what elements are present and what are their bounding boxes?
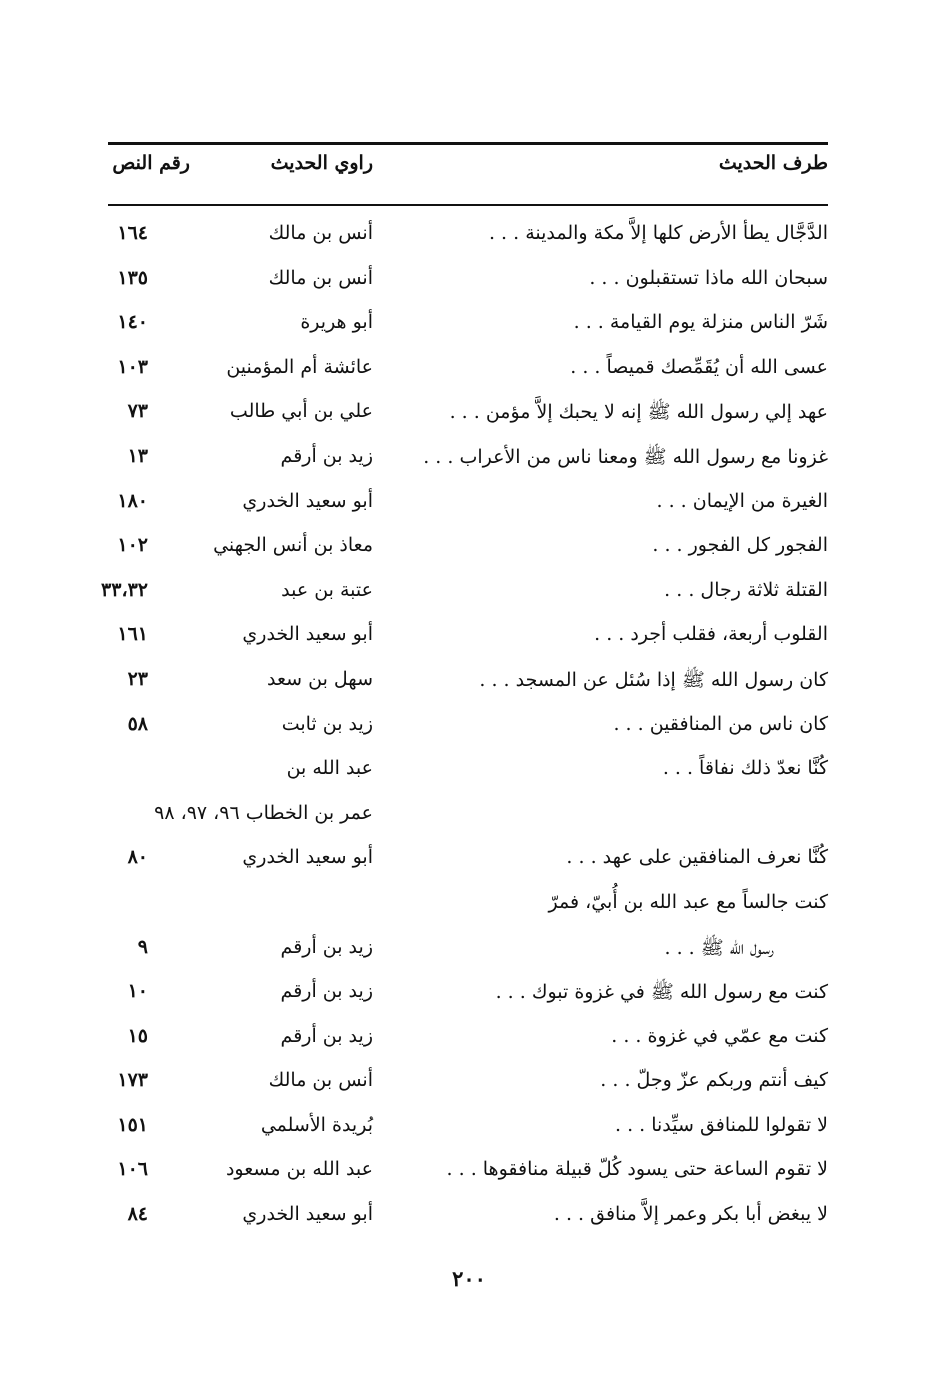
narrator-name: سهل بن سعد xyxy=(267,667,373,690)
text-number: ٥٨ xyxy=(127,712,148,735)
text-number: ١٤٠ xyxy=(117,311,148,334)
narrator-name: أبو سعيد الخدري xyxy=(242,489,373,512)
table-row xyxy=(108,1021,828,1066)
narrator-name: معاذ بن أنس الجهني xyxy=(213,534,373,557)
table-row xyxy=(108,798,828,843)
narrator-name: علي بن أبي طالب xyxy=(229,400,373,423)
text-number: ١٥ xyxy=(127,1024,148,1047)
table-row xyxy=(108,352,828,397)
table-row xyxy=(108,396,828,441)
hadith-text: كان ناس من المنافقين . . . xyxy=(613,712,828,735)
hadith-index-table xyxy=(101,218,828,1244)
narrator-name: أنس بن مالك xyxy=(268,266,373,289)
table-row xyxy=(108,1110,828,1155)
text-number: ٩ xyxy=(137,935,148,958)
text-number: ١٣٥ xyxy=(117,266,148,289)
hadith-text: القلوب أربعة، فقلب أجرد . . . xyxy=(594,623,828,646)
text-number: ١٦١ xyxy=(117,623,148,646)
text-number: ١٨٠ xyxy=(117,489,148,512)
hadith-text: لا يبغض أبا بكر وعمر إلاَّ منافق . . . xyxy=(553,1203,828,1226)
narrator-name: أنس بن مالك xyxy=(268,1069,373,1092)
text-number: ١٥١ xyxy=(117,1113,148,1136)
narrator-name: أبو سعيد الخدري xyxy=(242,1203,373,1226)
table-row xyxy=(108,619,828,664)
narrator-name: زيد بن أرقم xyxy=(280,444,373,467)
table-row xyxy=(108,486,828,531)
hadith-text: كُنَّا نعدّ ذلك نفاقاً . . . xyxy=(662,757,828,780)
table-row xyxy=(108,441,828,486)
table-row xyxy=(108,709,828,754)
narrator-column-header: راوي الحديث xyxy=(270,152,373,174)
narrator-name: عتبة بن عبد xyxy=(281,578,373,601)
hadith-text: كان رسول الله ﷺ إذا سُئل عن المسجد . . . xyxy=(479,668,828,691)
table-row xyxy=(108,887,828,932)
narrator-name: عمر بن الخطاب ٩٦، ٩٧، ٩٨ xyxy=(154,801,373,824)
text-number: ١٠٢ xyxy=(117,534,148,557)
table-row xyxy=(108,307,828,352)
hadith-text: الدَّجَّال يطأ الأرض كلها إلاَّ مكة والمدينة . . . xyxy=(488,222,828,244)
narrator-name: عبد الله بن xyxy=(286,757,373,780)
narrator-name: زيد بن ثابت xyxy=(281,712,373,735)
hadith-text: لا تقوم الساعة حتى يسود كُلّ قبيلة منافقوها . . . xyxy=(446,1158,828,1181)
table-row xyxy=(108,1154,828,1199)
text-number: ٢٣ xyxy=(127,667,148,690)
narrator-name: أبو هريرة xyxy=(300,311,373,334)
table-row xyxy=(101,575,828,620)
table-header xyxy=(108,152,828,192)
table-row xyxy=(108,753,828,798)
hadith-text: الغيرة من الإيمان . . . xyxy=(656,489,828,512)
hadith-text: عسى الله أن يُقَمِّصك قميصاً . . . xyxy=(570,355,828,378)
narrator-name: أبو سعيد الخدري xyxy=(242,623,373,646)
table-row xyxy=(108,842,828,887)
page-number: ٢٠٠ xyxy=(452,1266,486,1291)
text-number: ١٠٦ xyxy=(117,1158,148,1181)
table-row xyxy=(108,932,828,977)
header-bottom-rule xyxy=(108,204,828,206)
narrator-name: أنس بن مالك xyxy=(268,222,373,244)
hadith-text: الفجور كل الفجور . . . xyxy=(652,534,828,557)
hadith-text: كيف أنتم وربكم عزّ وجلّ . . . xyxy=(600,1069,828,1092)
hadith-text: كنت مع عمّي في غزوة . . . xyxy=(611,1024,828,1047)
hadith-text: كنت جالساً مع عبد الله بن أُبيّ، فمرّ xyxy=(548,890,828,913)
hadith-text: كُنَّا نعرف المنافقين على عهد . . . xyxy=(566,846,828,869)
table-row xyxy=(108,1199,828,1244)
table-row xyxy=(108,218,828,263)
text-number: ١٣ xyxy=(127,444,148,467)
hadith-text: لا تقولوا للمنافق سيِّدنا . . . xyxy=(614,1113,828,1136)
text-number: ١٧٣ xyxy=(117,1069,148,1092)
header-top-rule xyxy=(108,142,828,145)
narrator-name: زيد بن أرقم xyxy=(280,935,373,958)
table-row xyxy=(108,263,828,308)
text-number: ١٦٤ xyxy=(117,222,148,244)
hadith-text: عهد إلي رسول الله ﷺ إنه لا يحبك إلاَّ مؤمن . . . xyxy=(449,401,828,424)
table-row xyxy=(108,664,828,709)
table-row xyxy=(108,1065,828,1110)
text-number: ١٠ xyxy=(127,980,148,1003)
text-number: ٧٣ xyxy=(127,400,148,423)
hadith-text: القتلة ثلاثة رجال . . . xyxy=(664,578,828,601)
hadith-text: سبحان الله ماذا تستقبلون . . . xyxy=(589,266,828,289)
hadith-text: كنت مع رسول الله ﷺ في غزوة تبوك . . . xyxy=(495,981,828,1004)
narrator-name: عبد الله بن مسعود xyxy=(225,1158,373,1181)
hadith-text: غزونا مع رسول الله ﷺ ومعنا ناس من الأعراب . . . xyxy=(423,445,828,468)
table-row xyxy=(108,530,828,575)
hadith-column-header: طرف الحديث xyxy=(718,152,828,174)
text-number: ٨٠ xyxy=(127,846,148,869)
narrator-name: بُريدة الأسلمي xyxy=(260,1113,373,1136)
narrator-name: زيد بن أرقم xyxy=(280,1024,373,1047)
text-number: ٣٣،٣٢ xyxy=(101,578,148,601)
narrator-name: أبو سعيد الخدري xyxy=(242,846,373,869)
hadith-text: رسول الله ﷺ . . . xyxy=(664,936,774,959)
text-number: ١٠٣ xyxy=(117,355,148,378)
narrator-name: زيد بن أرقم xyxy=(280,980,373,1003)
table-row xyxy=(108,976,828,1021)
narrator-name: عائشة أم المؤمنين xyxy=(226,355,373,378)
hadith-text: شَرّ الناس منزلة يوم القيامة . . . xyxy=(573,311,828,334)
number-column-header: رقم النص xyxy=(112,152,190,174)
text-number: ٨٤ xyxy=(127,1203,148,1226)
